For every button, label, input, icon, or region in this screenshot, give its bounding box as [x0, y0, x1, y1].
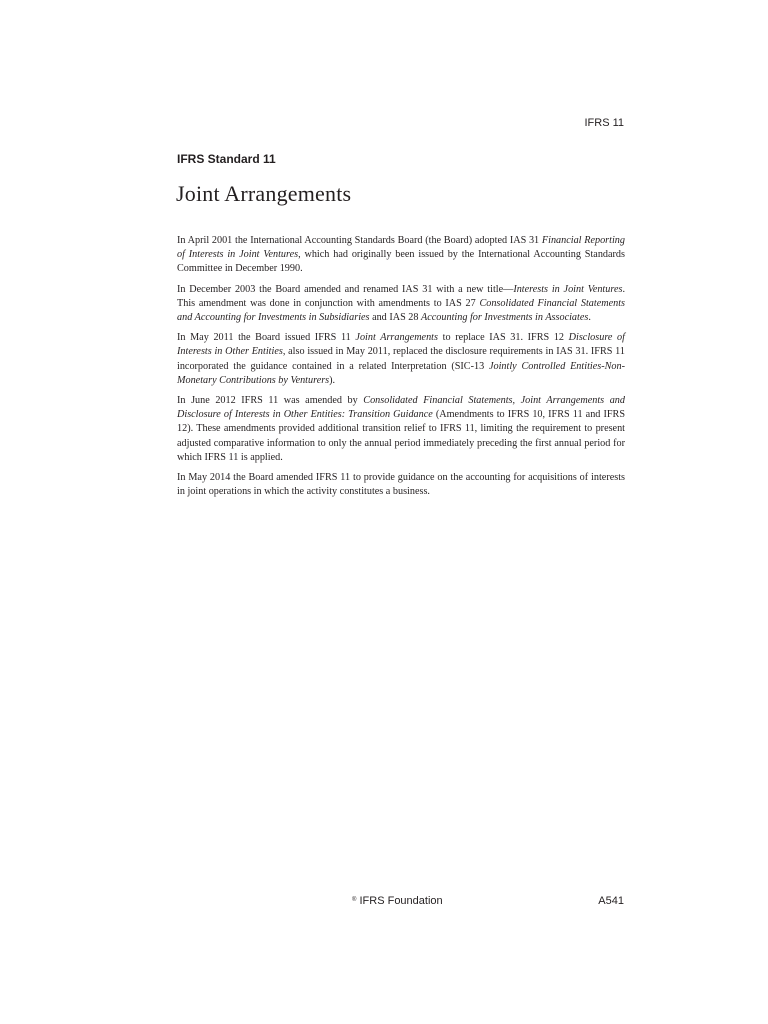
paragraph-text: and IAS 28 — [369, 312, 422, 324]
paragraph-text: , which had originally been issued by the International Accounting Standards Committee in December 1990. — [177, 249, 625, 275]
paragraph-text: . This amendment was done in conjunction with amendments to IAS 27 — [177, 283, 625, 309]
paragraph-text: In May 2014 the Board amended IFRS 11 to provide guidance on the accounting for acquisitions of interests in joint operations in which the activity constitutes a business. — [177, 472, 625, 498]
body-paragraph — [177, 234, 625, 277]
italic-title-text: Interests in Joint Ventures — [513, 283, 623, 295]
footer-copyright — [352, 895, 443, 907]
running-head: IFRS 11 — [584, 117, 624, 129]
paragraph-text: (Amendments to IFRS 10, IFRS 11 and IFRS 12). These amendments provided additional transition relief to IFRS 11, limiting the requirement to present adjusted comparative information to only the annual period immediately preceding the first annual period for which IFRS 11 is applied. — [177, 409, 625, 463]
paragraph-text: , also issued in May 2011, replaced the disclosure requirements in IAS 31. IFRS 11 incorporated the guidance contained in a related Interpretation (SIC-13 — [177, 346, 625, 372]
copyright-label: IFRS Foundation — [359, 895, 443, 907]
paragraph-text: In June 2012 IFRS 11 was amended by — [177, 395, 364, 407]
page-number: A541 — [598, 895, 624, 907]
paragraph-text: In December 2003 the Board amended and renamed IAS 31 with a new title— — [177, 283, 514, 295]
body-paragraph — [177, 394, 625, 465]
standard-label: IFRS Standard 11 — [177, 152, 276, 166]
italic-title-text: Jointly Controlled Entities-Non-Monetary Contributions by Venturers — [177, 360, 625, 386]
body-paragraph — [177, 283, 625, 326]
italic-title-text: Disclosure of Interests in Other Entities — [177, 332, 625, 358]
italic-title-text: Accounting for Investments in Associates — [421, 312, 589, 324]
body-paragraph — [177, 471, 625, 499]
copyright-symbol: ® — [352, 897, 357, 903]
italic-title-text: Consolidated Financial Statements and Accounting for Investments in Subsidiaries — [177, 297, 625, 324]
italic-title-text: Joint Arrangements — [355, 332, 438, 344]
body-paragraph — [177, 331, 625, 388]
introduction-body — [177, 234, 625, 505]
italic-title-text: Consolidated Financial Statements, Joint Arrangements and Disclosure of Interests in Other Entities: Transition Guidance — [177, 395, 625, 421]
paragraph-text: ). — [329, 374, 336, 386]
paragraph-text: . — [588, 312, 591, 324]
italic-title-text: Financial Reporting of Interests in Joint Ventures — [177, 235, 625, 261]
paragraph-text: In May 2011 the Board issued IFRS 11 — [177, 332, 356, 344]
page-title: Joint Arrangements — [176, 181, 352, 206]
paragraph-text: In April 2001 the International Accounting Standards Board (the Board) adopted IAS 31 — [177, 235, 542, 246]
paragraph-text: to replace IAS 31. IFRS 12 — [437, 332, 569, 344]
